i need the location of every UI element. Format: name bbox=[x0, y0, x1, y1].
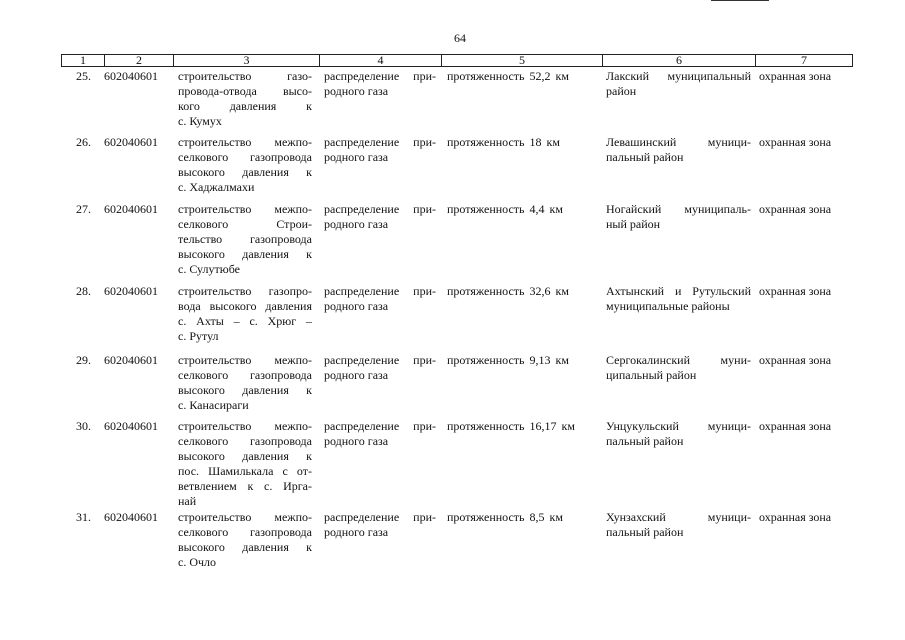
row-number: 30. bbox=[76, 419, 91, 433]
object-length: протяженность 52,2 км bbox=[447, 69, 569, 83]
object-name-line: с. Сулутюбе bbox=[178, 262, 240, 276]
object-name-line: высокого давления к bbox=[178, 247, 312, 261]
protection-zone: охранная зона bbox=[759, 135, 832, 149]
municipal-area-line: пальный район bbox=[606, 150, 684, 164]
object-name bbox=[178, 202, 312, 277]
object-length: протяженность 18 км bbox=[447, 135, 560, 149]
okved-code: 602040601 bbox=[104, 135, 158, 149]
object-name-line: селкового газопровода bbox=[178, 368, 312, 382]
object-purpose-line: распределение при- bbox=[324, 135, 436, 149]
protection-zone: охранная зона bbox=[759, 284, 832, 298]
okved-code: 602040601 bbox=[104, 202, 158, 216]
object-name-line: селкового газопровода bbox=[178, 525, 312, 539]
municipal-area-line: Ахтынский и Рутульский bbox=[606, 284, 751, 298]
municipal-area-line: ный район bbox=[606, 217, 661, 231]
column-header-5: 5 bbox=[441, 55, 602, 66]
object-name-line: строительство газопро- bbox=[178, 284, 312, 298]
object-name-line: высокого давления к bbox=[178, 165, 312, 179]
municipal-area-line: ципальный район bbox=[606, 368, 697, 382]
object-name-line: с. Кумух bbox=[178, 114, 222, 128]
municipal-area-line: Хунзахский муници- bbox=[606, 510, 751, 524]
object-name-line: с. Хаджалмахи bbox=[178, 180, 255, 194]
object-name-line: строительство межпо- bbox=[178, 202, 312, 216]
municipal-area-line: Левашинский муници- bbox=[606, 135, 751, 149]
okved-code: 602040601 bbox=[104, 419, 158, 433]
protection-zone: охранная зона bbox=[759, 69, 832, 83]
object-purpose-line: распределение при- bbox=[324, 510, 436, 524]
object-name-line: селкового газопровода bbox=[178, 434, 312, 448]
object-name-line: ветвлением к с. Ирга- bbox=[178, 479, 312, 493]
object-length: протяженность 4,4 км bbox=[447, 202, 563, 216]
object-name bbox=[178, 510, 312, 570]
object-name-line: строительство межпо- bbox=[178, 135, 312, 149]
object-name-line: селкового газопровода bbox=[178, 150, 312, 164]
object-purpose bbox=[324, 69, 436, 99]
row-number: 27. bbox=[76, 202, 91, 216]
okved-code: 602040601 bbox=[104, 284, 158, 298]
okved-code: 602040601 bbox=[104, 353, 158, 367]
object-length: протяженность 9,13 км bbox=[447, 353, 569, 367]
object-purpose-line: родного газа bbox=[324, 368, 389, 382]
object-purpose bbox=[324, 284, 436, 314]
object-length: протяженность 8,5 км bbox=[447, 510, 563, 524]
object-purpose-line: родного газа bbox=[324, 299, 389, 313]
municipal-area bbox=[606, 419, 751, 449]
object-name-line: вода высокого давления bbox=[178, 299, 312, 313]
protection-zone: охранная зона bbox=[759, 202, 832, 216]
object-purpose bbox=[324, 419, 436, 449]
object-purpose bbox=[324, 202, 436, 232]
object-name-line: с. Очло bbox=[178, 555, 217, 569]
column-header-3: 3 bbox=[173, 55, 319, 66]
object-name-line: строительство межпо- bbox=[178, 510, 312, 524]
object-purpose-line: распределение при- bbox=[324, 284, 436, 298]
okved-code: 602040601 bbox=[104, 69, 158, 83]
object-purpose-line: родного газа bbox=[324, 525, 389, 539]
object-name bbox=[178, 135, 312, 195]
municipal-area bbox=[606, 135, 751, 165]
page-number: 64 bbox=[454, 31, 466, 45]
municipal-area bbox=[606, 202, 751, 232]
row-number: 31. bbox=[76, 510, 91, 524]
object-name-line: кого давления к bbox=[178, 99, 312, 113]
protection-zone: охранная зона bbox=[759, 510, 832, 524]
municipal-area bbox=[606, 353, 751, 383]
object-name-line: строительство межпо- bbox=[178, 353, 312, 367]
object-purpose-line: распределение при- bbox=[324, 419, 436, 433]
column-header-6: 6 bbox=[602, 55, 755, 66]
object-purpose-line: распределение при- bbox=[324, 353, 436, 367]
object-purpose bbox=[324, 353, 436, 383]
column-header-2: 2 bbox=[104, 55, 173, 66]
object-purpose-line: родного газа bbox=[324, 84, 389, 98]
object-name-line: высокого давления к bbox=[178, 383, 312, 397]
object-name bbox=[178, 419, 312, 509]
object-purpose-line: распределение при- bbox=[324, 69, 436, 83]
object-name-line: высокого давления к bbox=[178, 449, 312, 463]
object-name-line: тельство газопровода bbox=[178, 232, 312, 246]
protection-zone: охранная зона bbox=[759, 419, 832, 433]
object-name-line: с. Канасираги bbox=[178, 398, 249, 412]
column-header-1: 1 bbox=[80, 53, 86, 67]
object-name bbox=[178, 353, 312, 413]
object-name-line: высокого давления к bbox=[178, 540, 312, 554]
table-header-row bbox=[61, 54, 853, 67]
object-purpose bbox=[324, 510, 436, 540]
object-length: протяженность 32,6 км bbox=[447, 284, 569, 298]
row-number: 28. bbox=[76, 284, 91, 298]
column-header-7: 7 bbox=[755, 55, 852, 66]
object-name-line: най bbox=[178, 494, 197, 508]
municipal-area-line: район bbox=[606, 84, 637, 98]
protection-zone: охранная зона bbox=[759, 353, 832, 367]
row-number: 26. bbox=[76, 135, 91, 149]
object-length: протяженность 16,17 км bbox=[447, 419, 575, 433]
object-name bbox=[178, 284, 312, 344]
object-name-line: провода-отвода высо- bbox=[178, 84, 312, 98]
municipal-area-line: Лакский муниципальный bbox=[606, 69, 751, 83]
object-purpose-line: родного газа bbox=[324, 217, 389, 231]
municipal-area-line: пальный район bbox=[606, 525, 684, 539]
municipal-area-line: Сергокалинский муни- bbox=[606, 353, 751, 367]
object-name-line: пос. Шамилькала с от- bbox=[178, 464, 312, 478]
municipal-area-line: муниципальные районы bbox=[606, 299, 730, 313]
object-name-line: строительство межпо- bbox=[178, 419, 312, 433]
column-header-4: 4 bbox=[319, 55, 441, 66]
municipal-area-line: пальный район bbox=[606, 434, 684, 448]
object-name bbox=[178, 69, 312, 129]
municipal-area bbox=[606, 510, 751, 540]
municipal-area bbox=[606, 69, 751, 99]
municipal-area-line: Унцукульский муници- bbox=[606, 419, 751, 433]
row-number: 29. bbox=[76, 353, 91, 367]
municipal-area-line: Ногайский муниципаль- bbox=[606, 202, 751, 216]
object-purpose-line: родного газа bbox=[324, 434, 389, 448]
object-name-line: строительство газо- bbox=[178, 69, 312, 83]
object-purpose-line: распределение при- bbox=[324, 202, 436, 216]
municipal-area bbox=[606, 284, 751, 314]
object-name-line: с. Ахты – с. Хрюг – bbox=[178, 314, 312, 328]
object-purpose bbox=[324, 135, 436, 165]
object-name-line: с. Рутул bbox=[178, 329, 219, 343]
row-number: 25. bbox=[76, 69, 91, 83]
okved-code: 602040601 bbox=[104, 510, 158, 524]
object-name-line: селкового Строи- bbox=[178, 217, 312, 231]
top-edge-mark bbox=[711, 0, 769, 1]
object-purpose-line: родного газа bbox=[324, 150, 389, 164]
